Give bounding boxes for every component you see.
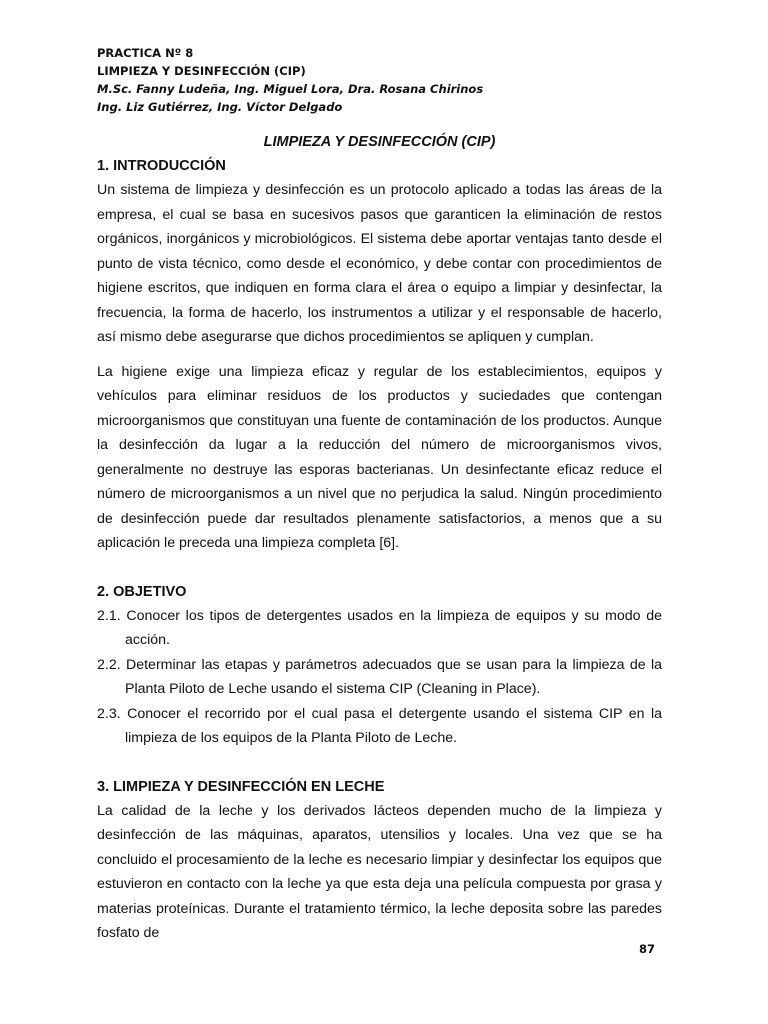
section-heading-milk-cleaning: 3. LIMPIEZA Y DESINFECCIÓN EN LECHE <box>97 778 385 795</box>
page-number: 87 <box>638 942 655 956</box>
document-body <box>97 130 662 946</box>
section-heading-objective: 2. OBJETIVO <box>97 583 187 600</box>
objective-item: 2.3. Conocer el recorrido por el cual pasa el detergente usando el sistema CIP en la limpieza de los equipos de la Planta Piloto de Leche. <box>97 705 662 746</box>
objective-item: 2.1. Conocer los tipos de detergentes usados en la limpieza de equipos y su modo de acción. <box>97 607 662 648</box>
intro-paragraph-1: Un sistema de limpieza y desinfección es un protocolo aplicado a todas las áreas de la empresa, el cual se basa en sucesivos pasos que garanticen la eliminación de restos orgánicos, inorgánicos y microbiológicos. El sistema debe aportar ventajas tanto desde el punto de vista técnico, como desde el económico, y debe contar con procedimientos de higiene escritos, que indiquen en forma clara el área o equipo a limpiar y desinfectar, la frecuencia, la forma de hacerlo, los instrumentos a utilizar y el responsable de hacerlo, así mismo debe asegurarse que dichos procedimientos se apliquen y cumplan. <box>97 182 662 345</box>
practice-number: PRACTICA Nº 8 <box>97 46 194 60</box>
practice-topic: LIMPIEZA Y DESINFECCIÓN (CIP) <box>97 64 306 78</box>
authors-line-2: Ing. Liz Gutiérrez, Ing. Víctor Delgado <box>97 100 343 114</box>
authors-line-1: M.Sc. Fanny Ludeña, Ing. Miguel Lora, Dra. Rosana Chirinos <box>97 82 484 96</box>
intro-paragraph-2: La higiene exige una limpieza eficaz y regular de los establecimientos, equipos y vehículos para eliminar residuos de los productos y suciedades que contengan microorganismos que constituyan una fuente de contaminación de los productos. Aunque la desinfección da lugar a la reducción del número de microorganismos vivos, generalmente no destruye las esporas bacterianas. Un desinfectante eficaz reduce el número de microorganismos a un nivel que no perjudica la salud. Ningún procedimiento de desinfección puede dar resultados plenamente satisfactorios, a menos que a su aplicación le preceda una limpieza completa [6]. <box>97 363 662 551</box>
section-heading-introduction: 1. INTRODUCCIÓN <box>97 158 226 174</box>
objective-item: 2.2. Determinar las etapas y parámetros adecuados que se usan para la limpieza de la Planta Piloto de Leche usando el sistema CIP (Cleaning in Place). <box>97 656 662 697</box>
milk-paragraph-1: La calidad de la leche y los derivados lácteos dependen mucho de la limpieza y desinfección de las máquinas, aparatos, utensilios y locales. Una vez que se ha concluido el procesamiento de la leche es necesario limpiar y desinfectar los equipos que estuvieron en contacto con la leche ya que esta deja una película compuesta por grasa y materias proteínicas. Durante el tratamiento térmico, la leche deposita sobre las paredes fosfato de <box>97 802 662 941</box>
section-spacer <box>97 556 662 580</box>
section-spacer <box>97 751 662 775</box>
document-header <box>97 44 483 116</box>
page-title: LIMPIEZA Y DESINFECCIÓN (CIP) <box>263 134 496 150</box>
